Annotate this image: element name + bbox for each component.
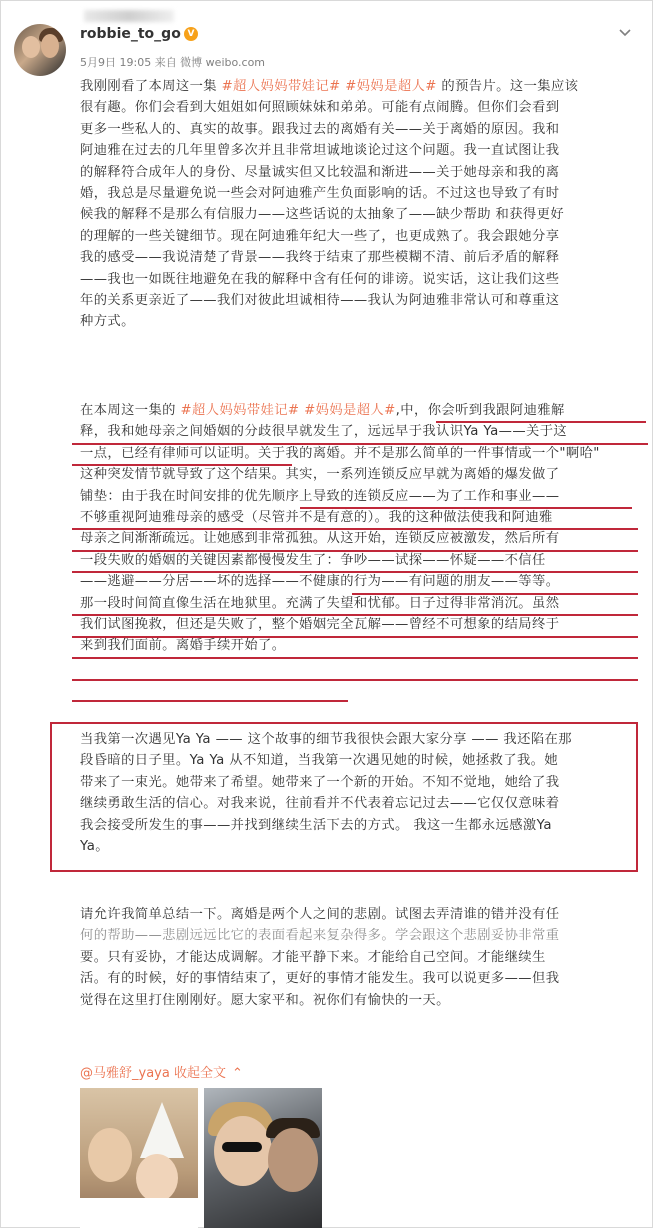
- hashtag-link[interactable]: #超人妈妈带娃记# #妈妈是超人#: [221, 79, 437, 94]
- text-line: 我会接受所发生的事——并找到继续生活下去的方式。 我这一生都永远感激Ya: [80, 817, 552, 833]
- annotation-underline: [300, 507, 632, 509]
- annotation-underline: [72, 614, 638, 616]
- annotation-underline: [72, 657, 638, 659]
- annotation-underline: [72, 636, 638, 638]
- text-line: Ya。: [80, 839, 109, 855]
- paragraph-1: [80, 76, 628, 333]
- text-line: 的解释符合成年人的身份、尽量诚实但又比较温和渐进——关于她母亲和我的离: [80, 164, 560, 180]
- text-line: 请允许我简单总结一下。离婚是两个人之间的悲剧。试图去弄清谁的错并没有任: [80, 907, 560, 922]
- text-line: 一段失败的婚姻的关键因素都慢慢发生了：争吵——试探——怀疑——不信任: [80, 552, 546, 568]
- blurred-area: [84, 10, 174, 22]
- text-line: ——逃避——分居——坏的选择——不健康的行为——有问题的朋友——等等。: [80, 574, 560, 590]
- text-line: 不够重视阿迪雅母亲的感受（尽管并不是有意的）。我的这种做法使我和阿迪雅: [80, 510, 553, 526]
- text-line: 何的帮助——悲剧远远比它的表面看起来复杂得多。学会跟这个悲剧妥协非常重: [80, 928, 560, 944]
- paragraph-3: [80, 729, 628, 857]
- username[interactable]: robbie_to_go: [80, 26, 181, 42]
- annotation-underline: [72, 443, 648, 445]
- text-line: 那一段时间简直像生活在地狱里。充满了失望和忧郁。日子过得非常消沉。虽然: [80, 595, 560, 611]
- text-line: 阿迪雅在过去的几年里曾多次并且非常坦诚地谈论过这个问题。我一直试图让我: [80, 143, 560, 159]
- text-line: ——我也一如既往地避免在我的解释中含有任何的诽谤。说实话，这让我们这些: [80, 271, 560, 287]
- text-line: 母亲之间渐渐疏远。让她感到非常孤独。从这开始，连锁反应被激发，然后所有: [80, 531, 560, 547]
- post-meta: 5月9日 19:05 来自 微博 weibo.com: [80, 56, 266, 69]
- text-line: 我们试图挽救，但还是失败了，整个婚姻完全瓦解——曾经不可想象的结局终于: [80, 617, 560, 633]
- paragraph-4: [80, 904, 628, 1011]
- text-line: 这种突发情节就导致了这个结果。其实，一系列连锁反应早就为离婚的爆发做了: [80, 467, 560, 483]
- text-line: 活。有的时候，好的事情结束了，更好的事情才能发生。我可以说更多——但我: [80, 971, 560, 987]
- text-line: 年的关系更亲近了——我们对彼此坦诚相待——我认为阿迪雅非常认可和尊重这: [80, 293, 560, 309]
- annotation-underline: [72, 550, 638, 552]
- text-line: 候我的解释不是那么有信服力——这些话说的太抽象了——缺少帮助 和获得更好: [80, 207, 565, 223]
- annotation-underline: [72, 464, 292, 466]
- text-line: 的理解的一些关键细节。现在阿迪雅年纪大一些了，也更成熟了。我会跟她分享: [80, 228, 560, 244]
- chevron-up-icon[interactable]: ⌃: [231, 1066, 243, 1081]
- mention-label[interactable]: @马雅舒_yaya 收起全文: [80, 1066, 226, 1081]
- post-header: [14, 10, 639, 76]
- chevron-down-icon[interactable]: [617, 24, 633, 40]
- photo-thumbnail[interactable]: [204, 1088, 322, 1228]
- text-line: 当我第一次遇见Ya Ya —— 这个故事的细节我很快会跟大家分享 —— 我还陷在那: [80, 732, 572, 747]
- text-line: 婚，我总是尽量避免说一些会对阿迪雅产生负面影响的话。不过这也导致了有时: [80, 186, 560, 202]
- text-line: 要。只有妥协，才能达成调解。才能平静下来。才能给自己空间。才能继续生: [80, 949, 546, 965]
- mention-collapse-link[interactable]: [80, 1062, 243, 1081]
- text-fragment: 我刚刚看了本周这一集: [80, 79, 222, 94]
- text-line: 一点，已经有律师可以证明。关于我的离婚。并不是那么简单的一件事情或一个"啊哈": [80, 445, 600, 461]
- hashtag-link[interactable]: #超人妈妈带娃记# #妈妈是超人#: [180, 403, 396, 418]
- text-line: [80, 76, 628, 97]
- text-line: 带来了一束光。她带来了希望。她带来了一个新的开始。不知不觉地，她给了我: [80, 774, 560, 790]
- text-line: 种方式。: [80, 314, 135, 330]
- text-line: [80, 400, 628, 421]
- text-line: 释，我和她母亲之间婚姻的分歧很早就发生了，远远早于我认识Ya Ya——关于这: [80, 424, 568, 440]
- text-line: 继续勇敢生活的信心。对我来说，往前看并不代表着忘记过去——它仅仅意味着: [80, 796, 560, 812]
- text-fragment: 在本周这一集的: [80, 403, 181, 418]
- photo-thumbnail[interactable]: [80, 1088, 198, 1228]
- annotation-underline: [72, 571, 638, 573]
- text-fragment: 的预告片。这一集应该: [436, 79, 579, 94]
- text-line: 更多一些私人的、真实的故事。跟我过去的离婚有关——关于离婚的原因。我和: [80, 121, 560, 137]
- text-line: 我的感受——我说清楚了背景——我终于结束了那些模糊不清、前后矛盾的解释: [80, 250, 560, 266]
- avatar[interactable]: [14, 24, 66, 76]
- text-line: 段昏暗的日子里。Ya Ya 从不知道，当我第一次遇见她的时候，她拯救了我。她: [80, 753, 559, 769]
- annotation-underline: [352, 593, 638, 595]
- text-line: 很有趣。你们会看到大姐姐如何照顾妹妹和弟弟。可能有点闹腾。但你们会看到: [80, 100, 560, 116]
- text-line: 铺垫：由于我在时间安排的优先顺序上导致的连锁反应——为了工作和事业——: [80, 488, 560, 504]
- text-line: 觉得在这里打住刚刚好。愿大家平和。祝你们有愉快的一天。: [80, 992, 450, 1008]
- text-line: 来到我们面前。离婚手续开始了。: [80, 638, 286, 654]
- annotation-underline: [72, 679, 638, 681]
- annotation-underline: [72, 700, 348, 702]
- text-fragment: ,中，你会听到我跟阿迪雅解: [395, 403, 565, 418]
- vip-badge-icon: V: [184, 27, 198, 41]
- annotation-underline: [436, 421, 646, 423]
- annotation-underline: [72, 528, 638, 530]
